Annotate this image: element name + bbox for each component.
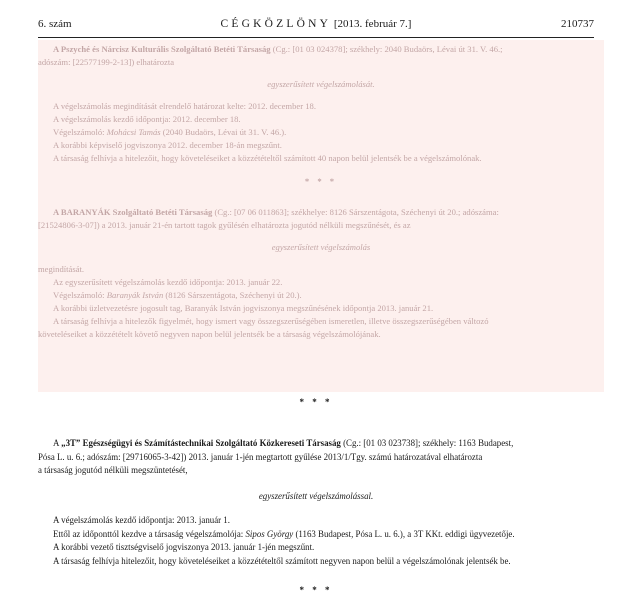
notice-mode: egyszerűsített végelszámolását. — [267, 79, 375, 89]
issue-date: [2013. február 7.] — [333, 18, 412, 30]
separator-stars: * * * — [299, 397, 333, 407]
notice-intro: A BARANYÁK Szolgáltató Betéti Társaság (Cg.: [07 06 011863]; székhelye: 8126 Sárszentágota, Széchenyi út 20.; adószáma: — [53, 207, 499, 217]
page-number: 210737 — [561, 18, 594, 30]
header-rule — [38, 37, 594, 38]
issue-number: 6. szám — [38, 18, 72, 30]
header-title — [38, 18, 594, 30]
company-name: „3T” Egészségügyi és Számítástechnikai Szolgáltató Közkereseti Társaság — [61, 438, 341, 448]
faded-notices-block: A Pszyché és Nárcisz Kulturális Szolgáltató Betéti Társaság (Cg.: [01 03 024378]; székhely: 2040 Budaörs, Lévai út 31. V. 46.; adószám: [22577199-2-13]) elhatározta egyszerűsített végelszámolását. A végelszámolás megindítását elrendelő határozat kelte: 2012. december 18. A végelszámolás kezdő időpontja: 2012. december 18. Végelszámoló: Mohácsi Tamás (2040 Budaörs, Lévai út 31. V. 46.). A korábbi képviselő jogviszonya 2012. december 18-án megszűnt. A társaság felhívja a hitelezőit, hogy követeléseiket a közzétételtől számított 40 napon belül jelentsék be a végelszámolónak. * * * A BARANYÁK Szolgáltató Betéti Társaság (Cg.: [07 06 011863]; székhelye: 8126 Sárszentágota, Széchenyi út 20.; adószáma: [21524806-3-07]) a 2013. január 21-én tartott tagok gyűlésén elhatározta jogutód nélküli megszűnését, és az egyszerűsített végelszámolás megindítását. Az egyszerűsített végelszámolás kezdő időpontja: 2013. január 22. Végelszámoló: Baranyák István (8126 Sárszentágota, Széchenyi út 20.). A korábbi üzletvezetésre jogosult tag, Baranyák István jogviszonya megszűnésének időpontja 2013. január 21. A társaság felhívja a hitelezők figyelmét, hogy ismert vagy összegszerűségében ismeretlen, illetve összegszerűségében változó követeléseiket a közzétételt követő negyven napon belül jelentsék be a társaság végelszámolójának. — [38, 40, 604, 392]
page-header — [38, 18, 594, 36]
magazine-title: CÉGKÖZLÖNY — [220, 18, 332, 30]
notice-mode: egyszerűsített végelszámolással. — [258, 490, 374, 501]
separator-stars: * * * — [304, 176, 338, 186]
notice-mode: egyszerűsített végelszámolás — [271, 242, 371, 252]
notice-3t: A „3T” Egészségügyi és Számítástechnikai Szolgáltató Közkereseti Társaság (Cg.: [01 03 023738]; székhely: 1163 Budapest, Pósa L. u. 6.; adószám: [29716065-3-42]) 2013. január 1-jén megtartott gyűlése 2013/1/Tgy. számú határozatával elhatározta a társaság jogutód nélküli megszüntetését, egyszerűsített végelszámolással. A végelszámolás kezdő időpontja: 2013. január 1. Ettől az időponttól kezdve a társaság végelszámolója: Sipos György (1163 Budapest, Pósa L. u. 6.), a 3T KKt. eddigi ügyvezetője. A korábbi vezető tisztségviselő jogviszonya 2013. január 1-jén megszűnt. A társaság felhívja hitelezőit, hogy követeléseiket a közzétételtől számított negyven napon belül a végelszámolónak jelentsék be. — [38, 437, 594, 568]
separator-stars: * * * — [299, 585, 333, 595]
notice-intro: A Pszyché és Nárcisz Kulturális Szolgáltató Betéti Társaság (Cg.: [01 03 024378]; székhely: 2040 Budaörs, Lévai út 31. V. 46.; — [53, 44, 503, 54]
liquidator-name: Sipos György — [245, 528, 294, 539]
